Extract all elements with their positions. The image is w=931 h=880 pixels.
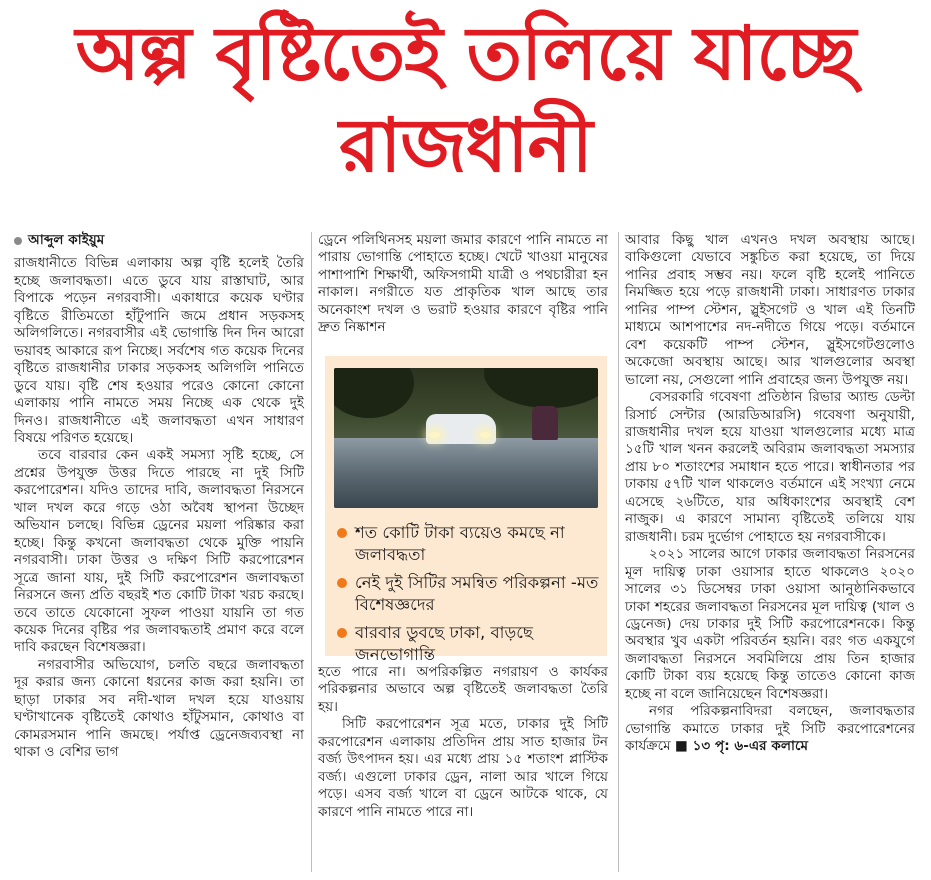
- paragraph: নগর পরিকল্পনাবিদরা বলছেন, জলাবদ্ধতার ভোগান্তি কমাতে ঢাকার দুই সিটি করপোরেশনের কার্যক্রমে ■ ১৩ পৃ: ৬-এর কলামে: [625, 703, 915, 755]
- paragraph: রাজধানীতে বিভিন্ন এলাকায় অল্প বৃষ্টি হলেই তৈরি হচ্ছে জলাবদ্ধতা। এতে ডুবে যায় রাস্তাঘাট, আর বিপাকে পড়েন নগরবাসী। একাধারে কয়েক ঘণ্টার বৃষ্টিতে রীতিমতো হাঁটুপানি জমে প্রধান সড়কসহ অলিগলিতে। নগরবাসীর এই ভোগান্তি দিন দিন আরো ভয়াবহ আকারে রূপ নিচ্ছে। সর্বশেষ গত কয়েক দিনের বৃষ্টিতে রাজধানীর ঢাকার সড়কসহ অলিগলি পানিতে ডুবে যায়। বৃষ্টি শেষ হওয়ার পরেও কোনো কোনো এলাকায় পানি নামতে সময় নিচ্ছে এক থেকে দুই দিনও। রাজধানীতে এই জলাবদ্ধতা এখন সাধারণ বিষয়ে পরিণত হয়েছে।: [14, 255, 304, 446]
- article-column-3: [625, 232, 915, 756]
- bullet-dot-icon: [337, 578, 347, 588]
- paragraph: বেসরকারি গবেষণা প্রতিষ্ঠান রিভার অ্যান্ড ডেল্টা রিসার্চ সেন্টার (আরডিআরসি) গবেষণা অনুযায়ী, রাজধানীর দখল হয়ে যাওয়া খালগুলোর মধ্যে মাত্র ১৫টি খাল খনন করলেই অবিরাম জলাবদ্ধতা সমস্যার প্রায় ৮০ শতাংশের সমাধান হতে পারে। স্বাধীনতার পর ঢাকায় ৫৭টি খাল থাকলেও বর্তমানে এই সংখ্যা নেমে এসেছে ২৬টিতে, যার অধিকাংশের অবস্থাই বেশ নাজুক। এ কারণে সামান্য বৃষ্টিতেই তলিয়ে যায় রাজধানী। চরম দুর্ভোগ পোহাতে হয় নগরবাসীকে।: [625, 389, 915, 545]
- byline: [14, 232, 304, 249]
- article-column-2-bottom: [318, 664, 608, 821]
- author-name: আব্দুল কাইয়ুম: [28, 232, 105, 248]
- column-divider: [618, 232, 619, 872]
- photo-highlights-box: [325, 356, 607, 664]
- highlight-item: নেই দুই সিটির সমন্বিত পরিকল্পনা -মত বিশেষজ্ঞদের: [337, 572, 599, 616]
- car-icon: [426, 414, 496, 444]
- bullet-dot-icon: [337, 528, 347, 538]
- bullet-dot-icon: [337, 628, 347, 638]
- headline: অল্প বৃষ্টিতেই তলিয়ে যাচ্ছে রাজধানী: [75, 11, 856, 189]
- paragraph: সিটি করপোরেশন সূত্র মতে, ঢাকার দুই সিটি করপোরেশন এলাকায় প্রতিদিন প্রায় সাত হাজার টন বর্জ্য উৎপাদন হয়। এর মধ্যে প্রায় ১৫ শতাংশ প্লাস্টিক বর্জ্য। এগুলো ঢাকার ড্রেন, নালা আর খালে গিয়ে পড়ে। এসব বর্জ্য খালে বা ড্রেনে আটকে থাকে, যে কারণে পানি নামতে পারে না।: [318, 716, 608, 820]
- highlights-list: [337, 522, 599, 672]
- flooded-street-photo: [334, 368, 598, 508]
- article-column-1: [14, 232, 304, 762]
- article-column-2: [318, 232, 608, 337]
- paragraph: ২০২১ সালের আগে ঢাকার জলাবদ্ধতা নিরসনের মূল দায়িত্ব ঢাকা ওয়াসার হাতে থাকলেও ২০২০ সালের ৩১ ডিসেম্বর ঢাকা ওয়াসা আনুষ্ঠানিকভাবে ঢাকা শহরের জলাবদ্ধতা নিরসনের মূল দায়িত্ব (খাল ও ড্রেনেজ) দেয় ঢাকার দুই সিটি করপোরেশনকে। কিন্তু অবস্থার খুব একটা পরিবর্তন হয়নি। বরং গত একযুগে জলাবদ্ধতা নিরসনে সবমিলিয়ে প্রায় তিন হাজার কোটি টাকা ব্যয় হয়েছে কিন্তু তাতেও কোনো কাজ হচ্ছে না বলে জানিয়েছেন বিশেষজ্ঞরা।: [625, 546, 915, 702]
- paragraph: হতে পারে না। অপরিকল্পিত নগরায়ণ ও কার্যকর পরিকল্পনার অভাবে অল্প বৃষ্টিতেই জলাবদ্ধতা তৈরি হয়।: [318, 664, 608, 715]
- highlight-item: বারবার ডুবছে ঢাকা, বাড়ছে জনভোগান্তি: [337, 622, 599, 666]
- continuation-note[interactable]: ■ ১৩ পৃ: ৬-এর কলামে: [675, 738, 808, 755]
- paragraph: ড্রেনে পলিথিনসহ ময়লা জমার কারণে পানি নামতে না পারায় ভোগান্তি পোহাতে হচ্ছে। খেটে খাওয়া মানুষের পাশাপাশি শিক্ষার্থী, অফিসগামী যাত্রী ও পথচারীরা হন নাকাল। নগরীতে যত প্রাকৃতিক খাল আছে তার অনেকাংশ দখল ও ভরাট হওয়ার কারণে বৃষ্টির পানি দ্রুত নিষ্কাশন: [318, 232, 608, 336]
- highlight-item: শত কোটি টাকা ব্যয়েও কমছে না জলাবদ্ধতা: [337, 522, 599, 566]
- paragraph: তবে বারবার কেন একই সমস্যা সৃষ্টি হচ্ছে, সে প্রশ্নের উপযুক্ত উত্তর দিতে পারছে না দুই সিটি করপোরেশন। যদিও তাদের দাবি, জলাবদ্ধতা নিরসনে খাল দখল করে গড়ে ওঠা অবৈধ স্থাপনা উচ্ছেদ অভিযান চলছে। বিভিন্ন ড্রেনের ময়লা পরিষ্কার করা হচ্ছে। কিন্তু কখনো জলাবদ্ধতা থেকে মুক্তি পায়নি নগরবাসী। ঢাকা উত্তর ও দক্ষিণ সিটি করপোরেশন সূত্রে জানা যায়, দুই সিটি করপোরেশন জলাবদ্ধতা নিরসনে জন্য প্রতি বছরই শত কোটি টাকা খরচ করছে। তবে তাতে যেকোনো সুফল পাওয়া যায়নি তা গত কয়েক দিনের বৃষ্টির পর জলাবদ্ধতাই প্রমাণ করে বলে দাবি করছেন বিশেষজ্ঞরা।: [14, 447, 304, 656]
- rickshaw-icon: [532, 406, 558, 440]
- bullet-dot-icon: [14, 237, 22, 245]
- paragraph: নগরবাসীর অভিযোগ, চলতি বছরে জলাবদ্ধতা দূর করার জন্য কোনো ধরনের কাজ করা হয়নি। তা ছাড়া ঢাকার সব নদী-খাল দখল হয়ে যাওয়ায় ঘণ্টাখানেক বৃষ্টিতেই কোথাও হাঁটুসমান, কোথাও বা কোমরসমান পানি জমছে। পর্যাপ্ত ড্রেনেজব্যবস্থা না থাকা ও বেশির ভাগ: [14, 656, 304, 761]
- column-divider: [311, 232, 312, 872]
- paragraph: আবার কিছু খাল এখনও দখল অবস্থায় আছে। বাকিগুলো যেভাবে সঙ্কুচিত করা হয়েছে, তা দিয়ে পানির প্রবাহ সম্ভব নয়। ফলে বৃষ্টি হলেই পানিতে নিমজ্জিত হয়ে পড়ে রাজধানী ঢাকা। সাধারণত ঢাকার পানির পাম্প স্টেশন, স্লুইসগেট ও খাল এই তিনটি মাধ্যমে আশপাশের নদ-নদীতে গিয়ে পড়ে। বর্তমানে বেশ কয়েকটি পাম্প স্টেশন, স্লুইসগেটগুলোও অকেজো অবস্থায় আছে। আর খালগুলোর অবস্থা ভালো নয়, সেগুলো পানি প্রবাহের জন্য উপযুক্ত নয়।: [625, 232, 915, 388]
